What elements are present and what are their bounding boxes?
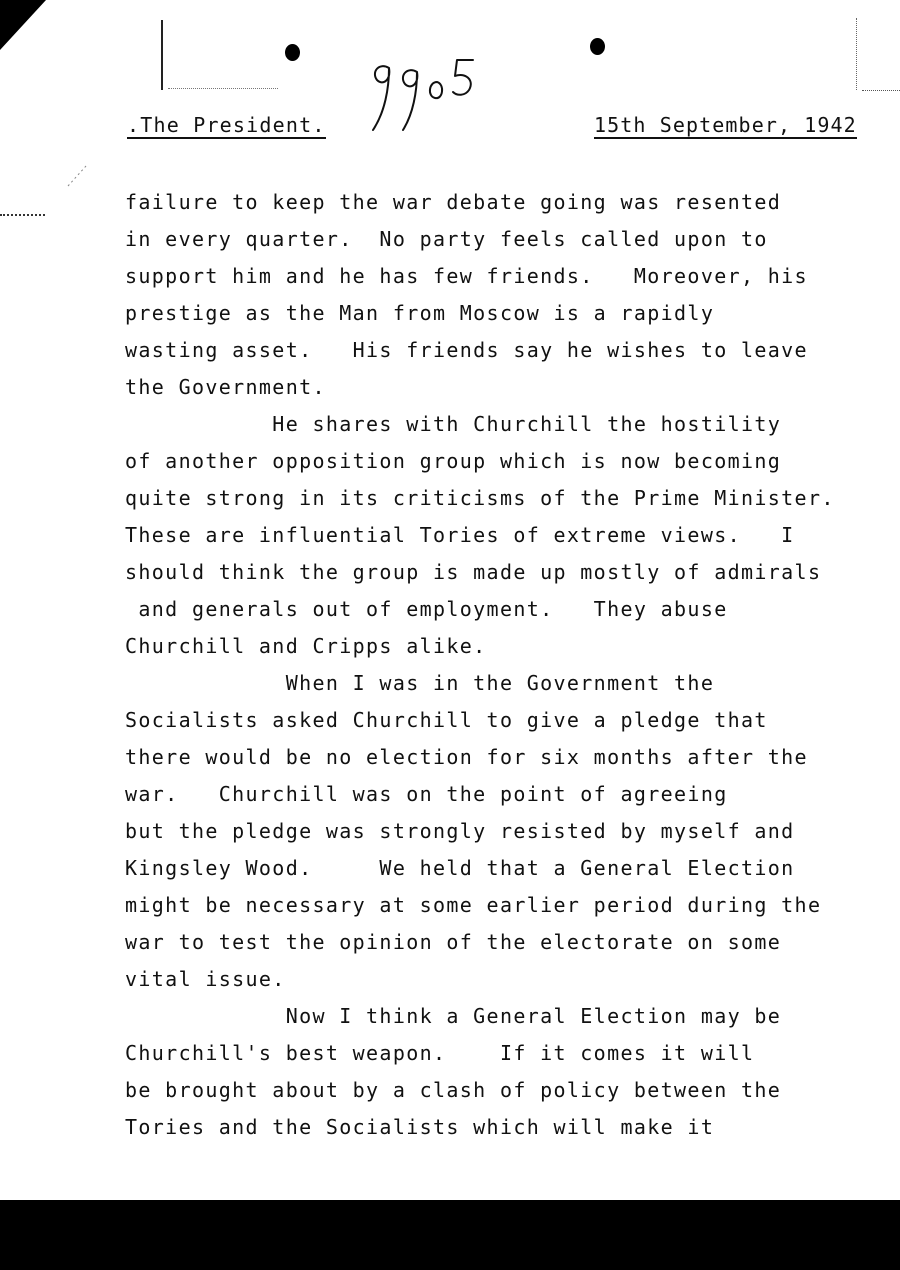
letter-date: 15th September, 1942 bbox=[594, 113, 857, 137]
body-line: vital issue. bbox=[125, 967, 286, 991]
body-line: He shares with Churchill the hostility bbox=[125, 412, 782, 436]
body-line: prestige as the Man from Moscow is a rapidly bbox=[125, 301, 715, 325]
handwritten-file-number bbox=[365, 52, 485, 136]
body-line: Now I think a General Election may be bbox=[125, 1004, 782, 1028]
punch-hole-right bbox=[590, 38, 605, 55]
punch-hole-left bbox=[285, 44, 300, 61]
body-line: be brought about by a clash of policy between the bbox=[125, 1078, 782, 1102]
body-line: failure to keep the war debate going was resented bbox=[125, 190, 782, 214]
body-line: quite strong in its criticisms of the Prime Minister. bbox=[125, 486, 835, 510]
body-line: support him and he has few friends. Moreover, his bbox=[125, 264, 808, 288]
body-line: war to test the opinion of the electorate on some bbox=[125, 930, 782, 954]
margin-dotted-mark bbox=[168, 88, 278, 89]
body-line: and generals out of employment. They abuse bbox=[125, 597, 728, 621]
body-line: Kingsley Wood. We held that a General Election bbox=[125, 856, 795, 880]
body-line: the Government. bbox=[125, 375, 326, 399]
scan-bottom-band bbox=[0, 1200, 900, 1270]
right-edge-line bbox=[862, 90, 900, 91]
body-line: should think the group is made up mostly of admirals bbox=[125, 560, 822, 584]
body-line: Churchill and Cripps alike. bbox=[125, 634, 487, 658]
letter-body bbox=[125, 184, 865, 1146]
body-line: Socialists asked Churchill to give a pledge that bbox=[125, 708, 768, 732]
margin-vertical-mark bbox=[161, 20, 163, 90]
body-line: When I was in the Government the bbox=[125, 671, 715, 695]
body-line: These are influential Tories of extreme views. I bbox=[125, 523, 795, 547]
scan-scratch-mark bbox=[0, 0, 120, 200]
body-line: in every quarter. No party feels called upon to bbox=[125, 227, 768, 251]
body-line: there would be no election for six months after the bbox=[125, 745, 808, 769]
body-line: Tories and the Socialists which will make it bbox=[125, 1115, 715, 1139]
body-line: Churchill's best weapon. If it comes it will bbox=[125, 1041, 755, 1065]
body-line: war. Churchill was on the point of agreeing bbox=[125, 782, 728, 806]
body-line: but the pledge was strongly resisted by myself and bbox=[125, 819, 795, 843]
right-edge-speck bbox=[856, 18, 867, 90]
body-line: might be necessary at some earlier period during the bbox=[125, 893, 822, 917]
body-line: of another opposition group which is now becoming bbox=[125, 449, 782, 473]
recipient-heading: .The President. bbox=[127, 113, 326, 137]
body-line: wasting asset. His friends say he wishes to leave bbox=[125, 338, 808, 362]
left-edge-speck bbox=[0, 214, 45, 216]
